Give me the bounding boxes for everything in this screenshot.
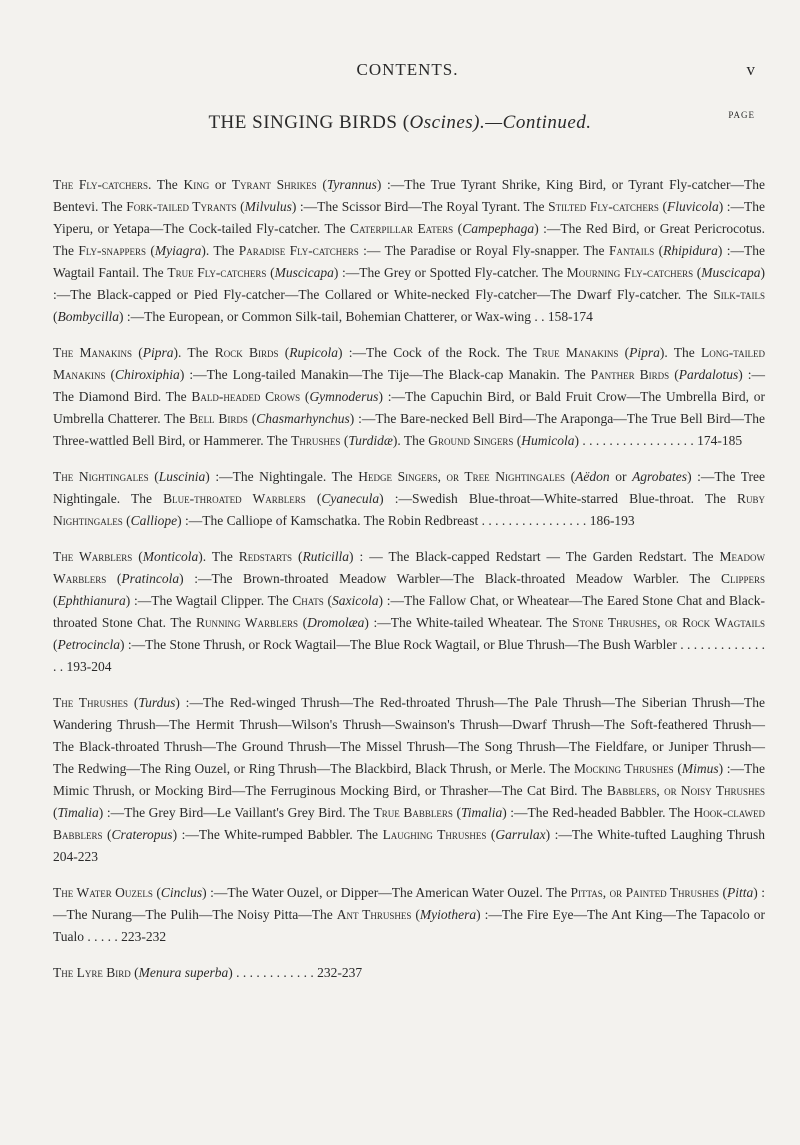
entry-latin-name: Campephaga bbox=[462, 220, 535, 236]
entry-latin-name: Timalia bbox=[57, 804, 99, 820]
contents-entry bbox=[53, 174, 765, 328]
entry-text: ( bbox=[316, 176, 327, 192]
entry-latin-name: Dromolæa bbox=[307, 614, 365, 630]
entry-text: ( bbox=[669, 366, 679, 382]
entry-latin-name: Pratincola bbox=[121, 570, 180, 586]
entry-text: ( bbox=[132, 548, 143, 564]
entry-text: The bbox=[151, 176, 184, 192]
entry-text: ) :—The Red-winged Thrush—The Red-throated Thrush—The Pale Thrush—The Siberian Thrush—The Wandering Thrush—The Hermit Thrush—Wilson's Thrush—Swainson's Thrush—Dwarf Thrush—The Soft-feathered Thrush—The Black-throated Thrush—The Ground Thrush—The Missel Thrush—The Song Thrush—The Fieldfare, or Juniper Thrush—The Redwing—The Ring Ouzel, or Ring Thrush—The Blackbird, Black Thrush, or Merle. The bbox=[53, 694, 765, 776]
entry-latin-name: Rhipidura bbox=[663, 242, 718, 258]
entry-text: ) :—Swedish Blue-throat—White-starred Blue-throat. The bbox=[379, 490, 737, 506]
entry-page-range: 204-223 bbox=[53, 848, 98, 864]
entry-latin-name: Tyrannus bbox=[326, 176, 377, 192]
entry-text: ) :—The Long-tailed Manakin—The Tije—The Black-cap Manakin. The bbox=[179, 366, 591, 382]
entry-latin-name: Ephthianura bbox=[57, 592, 126, 608]
entry-page-range: 193-204 bbox=[66, 658, 112, 674]
entry-latin-name: Bombycilla bbox=[57, 308, 119, 324]
entry-text: ( bbox=[53, 592, 58, 608]
entry-latin-name: Myiagra bbox=[154, 242, 202, 258]
entry-page-range: 232-237 bbox=[317, 964, 363, 980]
entry-title: Fork-tailed Tyrants bbox=[126, 198, 237, 214]
entry-text: ( bbox=[693, 264, 702, 280]
entry-title: Caterpillar Eaters bbox=[349, 220, 454, 236]
entry-title: Panther Birds bbox=[590, 366, 670, 382]
entry-latin-name: Pitta bbox=[727, 884, 754, 900]
entry-text: ) :—The Black-capped or Pied Fly-catcher—The Collared or White-necked Fly-catcher—The Dwarf Fly-catcher. The bbox=[53, 264, 766, 302]
entry-text: ( bbox=[513, 432, 522, 448]
entry-title: Hedge Singers, or Tree Nightingales bbox=[358, 468, 565, 484]
entry-title: Fly-snappers bbox=[78, 242, 146, 258]
entry-latin-name: Aëdon bbox=[575, 468, 610, 484]
entry-title: The Water Ouzels bbox=[53, 884, 153, 900]
entry-text: ( bbox=[152, 884, 161, 900]
entry-text: ( bbox=[236, 198, 245, 214]
entry-title: The Nightingales bbox=[53, 468, 149, 484]
entry-text: ( bbox=[53, 636, 58, 652]
entry-text: ) :—The True Tyrant Shrike, King Bird, or Tyrant Fly-catcher—The Bentevi. The bbox=[53, 176, 766, 214]
entry-text: ) . . . . . . . . . . . . bbox=[228, 964, 318, 980]
entry-latin-name: Turdidæ bbox=[348, 432, 393, 448]
entry-text: ( bbox=[102, 826, 112, 842]
entry-text: ( bbox=[673, 760, 682, 776]
entry-latin-name: Petrocincla bbox=[57, 636, 120, 652]
entry-latin-name: Cyanecula bbox=[321, 490, 380, 506]
page-number: v bbox=[746, 60, 755, 79]
entry-title: True Fly-catchers bbox=[167, 264, 267, 280]
entry-text: ) : — The Black-capped Redstart — The Garden Redstart. The bbox=[349, 548, 720, 564]
entry-text: ( bbox=[278, 344, 290, 360]
entry-text: ) :—The White-rumped Babbler. The bbox=[172, 826, 383, 842]
entry-latin-name: Garrulax bbox=[495, 826, 546, 842]
entry-latin-name: Fluvicola bbox=[667, 198, 719, 214]
entry-title: Blue-throated Warblers bbox=[163, 490, 306, 506]
entry-title: Fantails bbox=[608, 242, 655, 258]
entry-text: ( bbox=[340, 432, 349, 448]
page-column-label: PAGE bbox=[728, 110, 755, 120]
entry-text: ( bbox=[148, 468, 159, 484]
entry-latin-name: Timalia bbox=[460, 804, 503, 820]
entry-text: ) :—The Cock of the Rock. The bbox=[337, 344, 534, 360]
entry-text: ( bbox=[658, 198, 667, 214]
entry-title: The Thrushes bbox=[53, 694, 129, 710]
entry-text: ) :—The Grey or Spotted Fly-catcher. The bbox=[333, 264, 567, 280]
entry-title: Hook-clawed Babblers bbox=[53, 804, 766, 842]
entry-text: ). The bbox=[659, 344, 702, 360]
entry-text: ( bbox=[105, 366, 116, 382]
section-heading-main: THE SINGING BIRDS ( bbox=[208, 112, 410, 133]
entry-title: Redstarts bbox=[238, 548, 293, 564]
entry-title: True Manakins bbox=[533, 344, 619, 360]
entry-title: Bell Birds bbox=[189, 410, 248, 426]
entry-title: Clippers bbox=[720, 570, 765, 586]
entry-latin-name: Mimus bbox=[681, 760, 719, 776]
entry-title: Tyrant Shrikes bbox=[231, 176, 317, 192]
entry-latin-name: Monticola bbox=[142, 548, 199, 564]
entry-latin-name: Milvulus bbox=[244, 198, 292, 214]
running-head bbox=[60, 60, 755, 84]
entry-latin-name: Pipra bbox=[142, 344, 174, 360]
entry-title: Laughing Thrushes bbox=[382, 826, 487, 842]
entry-latin-name: Chiroxiphia bbox=[115, 366, 180, 382]
entry-title: Running Warblers bbox=[195, 614, 299, 630]
entry-title: The Warblers bbox=[53, 548, 133, 564]
entry-text: ) :—The Diamond Bird. The bbox=[53, 366, 765, 404]
entry-latin-name: Ruticilla bbox=[302, 548, 350, 564]
running-title: CONTENTS. bbox=[356, 60, 459, 79]
entry-text: ( bbox=[453, 220, 463, 236]
entry-title: The Lyre Bird bbox=[53, 964, 131, 980]
entry-latin-name: Gymnoderus bbox=[309, 388, 379, 404]
entry-text: ( bbox=[654, 242, 664, 258]
entry-text: ( bbox=[300, 388, 310, 404]
contents-entry bbox=[53, 546, 765, 678]
contents-entry bbox=[53, 342, 765, 452]
entry-text: ( bbox=[53, 804, 58, 820]
entry-title: True Babblers bbox=[373, 804, 453, 820]
entry-title: Stilted Fly-catchers bbox=[548, 198, 659, 214]
entry-text: ) :—The Yiperu, or Yetapa—The Cock-tailed Fly-catcher. The bbox=[53, 198, 766, 236]
entry-text: ( bbox=[128, 694, 139, 710]
entry-title: Babblers, or Noisy Thrushes bbox=[606, 782, 766, 798]
contents-entry bbox=[53, 692, 765, 868]
entry-text: ) :—The Stone Thrush, or Rock Wagtail—The Blue Rock Wagtail, or Blue Thrush—The Bush Warbler . . . . . . . . . . . . . . . bbox=[53, 636, 765, 674]
entry-title: Ground Singers bbox=[428, 432, 514, 448]
entry-latin-name: Humicola bbox=[521, 432, 575, 448]
entry-text: ) :—The Brown-throated Meadow Warbler—The Black-throated Meadow Warbler. The bbox=[179, 570, 721, 586]
entry-text: ( bbox=[323, 592, 332, 608]
entry-latin-name: Cinclus bbox=[160, 884, 203, 900]
entry-text: ( bbox=[452, 804, 461, 820]
entry-text: ( bbox=[132, 344, 143, 360]
entry-text: ( bbox=[53, 308, 58, 324]
entry-text: ) :—The Red Bird, or Great Pericrocotus. The bbox=[53, 220, 766, 258]
entry-latin-name: Myiothera bbox=[419, 906, 477, 922]
entry-text: ) :—The Nightingale. The bbox=[205, 468, 359, 484]
entry-page-range: 186-193 bbox=[589, 512, 635, 528]
contents-entries bbox=[53, 160, 765, 998]
entry-text: ) :—The Mimic Thrush, or Mocking Bird—The Ferruginous Mocking Bird, or Thrasher—The Cat Bird. The bbox=[53, 760, 766, 798]
entry-latin-name: Muscicapa bbox=[701, 264, 761, 280]
entry-text: ) :—The Bare-necked Bell Bird—The Araponga—The True Bell Bird—The Three-wattled Bell Bird, or Hammerer. The bbox=[53, 410, 765, 448]
entry-text: ( bbox=[292, 548, 303, 564]
entry-text: ( bbox=[305, 490, 322, 506]
section-heading-italic: Oscines bbox=[409, 112, 474, 133]
entry-title: The Fly-catchers. bbox=[53, 176, 152, 192]
entry-text: ( bbox=[719, 884, 728, 900]
entry-text: ( bbox=[106, 570, 122, 586]
entry-text: ) :—The White-tailed Wheatear. The bbox=[364, 614, 573, 630]
entry-text: ( bbox=[486, 826, 496, 842]
entry-text: ) :—The Grey Bird—Le Vaillant's Grey Bird. The bbox=[98, 804, 374, 820]
entry-text: ) :—The Fire Eye—The Ant King—The Tapacolo or Tualo . . . . . bbox=[53, 906, 765, 944]
entry-latin-name: Pardalotus bbox=[678, 366, 739, 382]
entry-text: or bbox=[609, 468, 633, 484]
entry-text: ) :—The Wagtail Clipper. The bbox=[125, 592, 293, 608]
entry-text: ) :—The Water Ouzel, or Dipper—The American Water Ouzel. The bbox=[202, 884, 571, 900]
entry-text: ) :—The Calliope of Kamschatka. The Robin Redbreast . . . . . . . . . . . . . . . . bbox=[177, 512, 590, 528]
entry-title: Stone Thrushes, or Rock Wagtails bbox=[572, 614, 765, 630]
entry-latin-name: Rupicola bbox=[289, 344, 338, 360]
section-heading bbox=[0, 112, 800, 134]
entry-page-range: 223-232 bbox=[121, 928, 167, 944]
entry-text: ). The bbox=[173, 344, 215, 360]
entry-text: ( bbox=[298, 614, 308, 630]
entry-text: ( bbox=[565, 468, 576, 484]
entry-title: Mocking Thrushes bbox=[573, 760, 674, 776]
entry-text: ). The bbox=[392, 432, 429, 448]
entry-title: Paradise Fly-catchers bbox=[238, 242, 359, 258]
entry-title: King bbox=[183, 176, 210, 192]
entry-text: ( bbox=[266, 264, 275, 280]
entry-text: ) :—The Capuchin Bird, or Bald Fruit Crow—The Umbrella Bird, or Umbrella Chatterer. The bbox=[53, 388, 766, 426]
entry-latin-name: Calliope bbox=[130, 512, 178, 528]
entry-latin-name: Muscicapa bbox=[274, 264, 334, 280]
entry-latin-name: Pipra bbox=[629, 344, 660, 360]
entry-latin-name: Crateropus bbox=[111, 826, 173, 842]
entry-text: ( bbox=[130, 964, 139, 980]
entry-title: Thrushes bbox=[291, 432, 341, 448]
entry-title: Bald-headed Crows bbox=[191, 388, 301, 404]
entry-text: ) :—The Nurang—The Pulih—The Noisy Pitta—The bbox=[53, 884, 765, 922]
entry-title: Ant Thrushes bbox=[336, 906, 412, 922]
entry-title: Long-tailed Manakins bbox=[53, 344, 766, 382]
entry-latin-name: Turdus bbox=[138, 694, 176, 710]
section-heading-end: ).—Continued. bbox=[473, 112, 592, 133]
entry-text: ( bbox=[618, 344, 630, 360]
entry-title: The Manakins bbox=[53, 344, 133, 360]
contents-entry bbox=[53, 962, 765, 984]
entry-text: ) :—The Red-headed Babbler. The bbox=[502, 804, 694, 820]
entry-latin-name: Menura superba bbox=[138, 964, 229, 980]
entry-text: ( bbox=[411, 906, 420, 922]
entry-text: ) :—The Scissor Bird—The Royal Tyrant. The bbox=[291, 198, 549, 214]
entry-text: ). The bbox=[198, 548, 239, 564]
entry-title: Silk-tails bbox=[713, 286, 765, 302]
entry-page-range: 174-185 bbox=[697, 432, 743, 448]
entry-title: Ruby Nightingales bbox=[53, 490, 766, 528]
entry-page-range: 158-174 bbox=[547, 308, 593, 324]
entry-text: ) :—The Fallow Chat, or Wheatear—The Eared Stone Chat and Black-throated Stone Chat. The bbox=[53, 592, 765, 630]
entry-title: Pittas, or Painted Thrushes bbox=[570, 884, 720, 900]
entry-latin-name: Luscinia bbox=[158, 468, 206, 484]
entry-title: Chats bbox=[292, 592, 324, 608]
entry-text: ) :—The Tree Nightingale. The bbox=[53, 468, 766, 506]
entry-text: ( bbox=[146, 242, 155, 258]
entry-text: ( bbox=[247, 410, 257, 426]
entry-latin-name: Chasmarhynchus bbox=[256, 410, 350, 426]
entry-text: ) :—The Wagtail Fantail. The bbox=[53, 242, 766, 280]
contents-entry bbox=[53, 466, 765, 532]
entry-text: ) . . . . . . . . . . . . . . . . . bbox=[574, 432, 698, 448]
entry-text: ( bbox=[122, 512, 131, 528]
entry-latin-name: Saxicola bbox=[332, 592, 379, 608]
entry-text: ) :—The White-tufted Laughing Thrush bbox=[545, 826, 765, 842]
contents-entry bbox=[53, 882, 765, 948]
entry-title: Meadow Warblers bbox=[53, 548, 765, 586]
entry-text: ). The bbox=[201, 242, 239, 258]
entry-text: ) :—The European, or Common Silk-tail, Bohemian Chatterer, or Wax-wing . . bbox=[118, 308, 548, 324]
entry-title: Mourning Fly-catchers bbox=[566, 264, 694, 280]
entry-text: :— The Paradise or Royal Fly-snapper. The bbox=[358, 242, 609, 258]
entry-text: or bbox=[209, 176, 232, 192]
entry-title: Rock Birds bbox=[214, 344, 279, 360]
entry-latin-name: Agrobates bbox=[632, 468, 688, 484]
